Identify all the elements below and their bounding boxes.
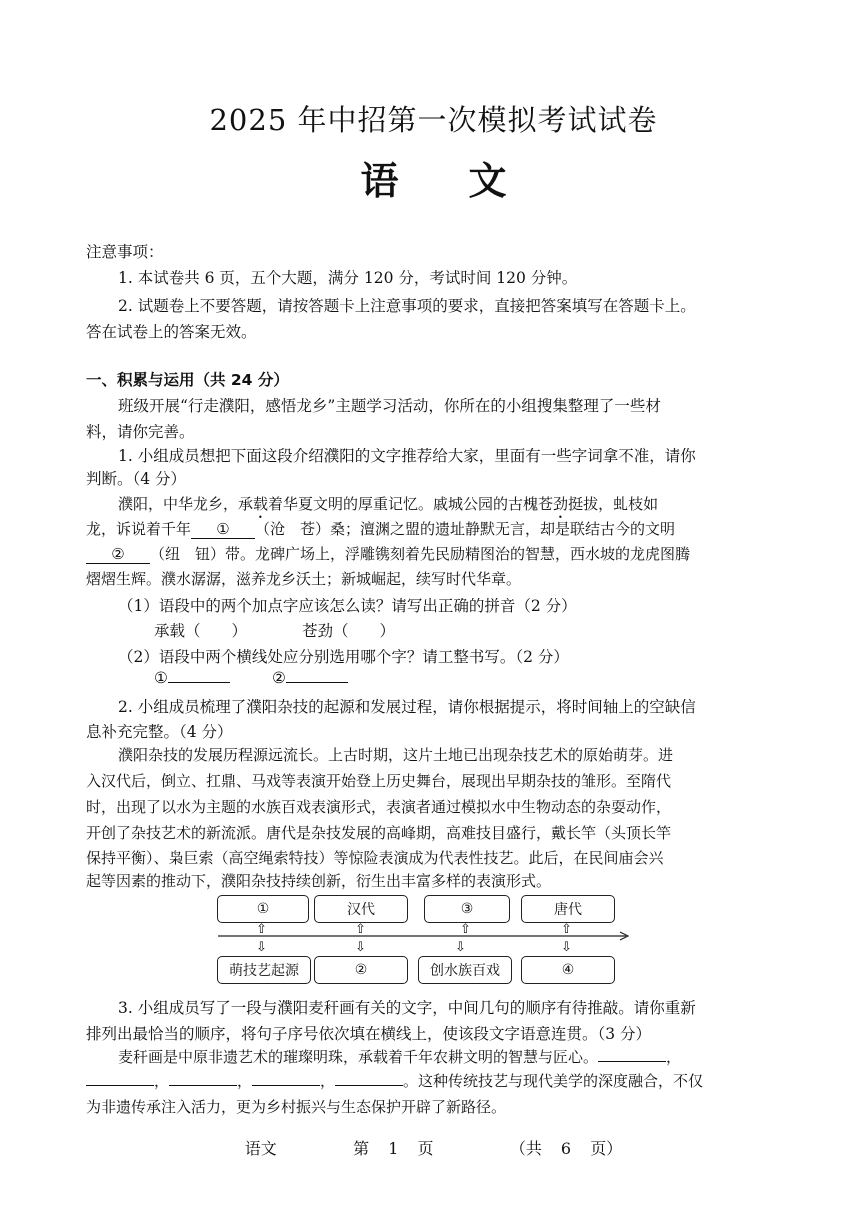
timeline-box-tang: 唐代 xyxy=(521,895,615,923)
pinyin-answer-2[interactable]: 苍劲（ ） xyxy=(302,622,396,640)
q1-passage-line-3 xyxy=(86,543,690,564)
timeline-box-3[interactable]: ③ xyxy=(424,895,510,923)
down-arrow-icon: ⇩ xyxy=(355,940,366,955)
timeline-box-shuizu: 创水族百戏 xyxy=(418,956,512,984)
q2-passage-line-1: 濮阳杂技的发展历程源远流长。上古时期，这片土地已出现杂技艺术的原始萌芽。进 xyxy=(118,746,674,764)
notice-item-2-line-2: 答在试卷上的答案无效。 xyxy=(86,323,257,341)
up-arrow-icon: ⇧ xyxy=(561,922,572,937)
fill-blank-1[interactable]: ① xyxy=(191,520,255,539)
fill-blank-2[interactable]: ② xyxy=(86,545,150,564)
notice-item-2-line-1: 2. 试题卷上不要答题，请按答题卡上注意事项的要求，直接把答案填写在答题卡上。 xyxy=(118,297,696,315)
q1-passage-line-4: 熠熠生辉。濮水潺潺，滋养龙乡沃土；新城崛起，续写时代华章。 xyxy=(86,570,522,588)
q3-passage-line-1 xyxy=(118,1046,681,1067)
timeline-box-1[interactable]: ① xyxy=(217,895,309,923)
down-arrow-icon: ⇩ xyxy=(561,940,572,955)
exam-title: 2025 年中招第一次模拟考试试卷 xyxy=(209,103,658,137)
passage-text: 龙，诉说着千年 xyxy=(86,520,192,538)
section-intro-line-2: 料，请你完善。 xyxy=(86,423,195,441)
section-heading: 一、积累与运用（共 24 分） xyxy=(86,371,289,389)
notice-heading: 注意事项： xyxy=(86,243,164,261)
timeline-box-han: 汉代 xyxy=(314,895,408,923)
timeline-box-2[interactable]: ② xyxy=(314,956,408,984)
passage-text: 麦秆画是中原非遗艺术的璀璨明珠，承载着千年农耕文明的智慧与匠心。 xyxy=(118,1048,599,1066)
q2-passage-line-5: 保持平衡）、枭巨索（高空绳索特技）等惊险表演成为代表性技艺。此后，在民间庙会兴 xyxy=(86,849,664,867)
q1-stem-line-2: 判断。（4 分） xyxy=(86,470,187,488)
timeline-box-4[interactable]: ④ xyxy=(521,956,615,984)
q2-passage-line-2: 入汉代后，倒立、扛鼎、马戏等表演开始登上历史舞台，展现出早期杂技的雏形。至隋代 xyxy=(86,772,672,790)
circled-number: ② xyxy=(272,669,286,687)
circled-number: ① xyxy=(154,669,168,687)
answer-line[interactable] xyxy=(286,682,348,683)
passage-text: 着华夏文明的厚重记忆。戚城公园的古槐苍 xyxy=(268,495,554,513)
char-answer-1[interactable] xyxy=(154,669,230,687)
q1-stem-line-1: 1. 小组成员想把下面这段介绍濮阳的文字推荐给大家，里面有一些字词拿不准，请你 xyxy=(118,447,696,465)
passage-text: 。这种传统技艺与现代美学的深度融合，不仅 xyxy=(403,1072,704,1090)
passage-text: （沧 苍）桑；澶渊之盟的遗址静默无言，却是联结古今的文明 xyxy=(255,520,676,538)
comma: ， xyxy=(320,1072,336,1090)
q3-stem-line-1: 3. 小组成员写了一段与濮阳麦秆画有关的文字，中间几句的顺序有待推敲。请你重新 xyxy=(118,999,696,1017)
dotted-char-zai: 载 xyxy=(253,495,269,513)
footer-subject: 语文 xyxy=(244,1139,277,1158)
q2-stem-line-1: 2. 小组成员梳理了濮阳杂技的起源和发展过程，请你根据提示，将时间轴上的空缺信 xyxy=(118,698,696,716)
q3-passage-line-2 xyxy=(86,1070,703,1091)
q2-stem-line-2: 息补充完整。（4 分） xyxy=(86,723,233,741)
up-arrow-icon: ⇧ xyxy=(355,922,366,937)
q1-passage-line-2 xyxy=(86,518,675,539)
subject-title: 语文 xyxy=(360,158,577,203)
footer-total-pages: （共 6 页） xyxy=(509,1139,623,1158)
q2-passage-line-6: 起等因素的推动下，濮阳杂技持续创新，衍生出丰富多样的表演形式。 xyxy=(86,872,552,890)
passage-text: 挺拔，虬枝如 xyxy=(568,495,659,513)
q2-passage-line-3: 时，出现了以水为主题的水族百戏表演形式，表演者通过模拟水中生物动态的杂耍动作， xyxy=(86,798,672,816)
down-arrow-icon: ⇩ xyxy=(455,940,466,955)
q3-passage-line-3: 为非遗传承注入活力，更为乡村振兴与生态保护开辟了新路径。 xyxy=(86,1098,507,1116)
page-footer xyxy=(0,1136,867,1159)
up-arrow-icon: ⇧ xyxy=(460,922,471,937)
q3-stem-line-2: 排列出最恰当的顺序，将句子序号依次填在横线上，使该段文字语意连贯。（3 分） xyxy=(86,1025,652,1043)
passage-text: （纽 钮）带。龙碑广场上，浮雕镌刻着先民励精图治的智慧，西水坡的龙虎图腾 xyxy=(150,545,691,563)
order-blank-3[interactable] xyxy=(169,1085,237,1086)
order-blank-5[interactable] xyxy=(335,1085,403,1086)
comma: ， xyxy=(666,1048,682,1066)
comma: ， xyxy=(154,1072,170,1090)
footer-page-number: 第 1 页 xyxy=(353,1139,434,1158)
down-arrow-icon: ⇩ xyxy=(256,940,267,955)
answer-line[interactable] xyxy=(168,682,230,683)
char-answer-2[interactable] xyxy=(272,669,348,687)
comma: ， xyxy=(237,1072,253,1090)
notice-item-1: 1. 本试卷共 6 页，五个大题，满分 120 分，考试时间 120 分钟。 xyxy=(118,269,578,287)
q2-passage-line-4: 开创了杂技艺术的新流派。唐代是杂技发展的高峰期，高难技目盛行，戴长竿（头顶长竿 xyxy=(86,824,672,842)
passage-text: 濮阳，中华龙乡，承 xyxy=(118,495,254,513)
order-blank-2[interactable] xyxy=(86,1085,154,1086)
section-intro-line-1: 班级开展“行走濮阳，感悟龙乡”主题学习活动，你所在的小组搜集整理了一些材 xyxy=(118,397,661,415)
dotted-char-jing: 劲 xyxy=(553,495,569,513)
order-blank-4[interactable] xyxy=(252,1085,320,1086)
up-arrow-icon: ⇧ xyxy=(256,922,267,937)
pinyin-answer-1[interactable]: 承载（ ） xyxy=(154,622,248,640)
q1-sub-1: （1）语段中的两个加点字应该怎么读？请写出正确的拼音（2 分） xyxy=(118,597,577,615)
order-blank-1[interactable] xyxy=(598,1061,666,1062)
timeline-box-origin: 萌技艺起源 xyxy=(217,956,311,984)
q1-sub-2: （2）语段中两个横线处应分别选用哪个字？请工整书写。（2 分） xyxy=(118,648,569,666)
